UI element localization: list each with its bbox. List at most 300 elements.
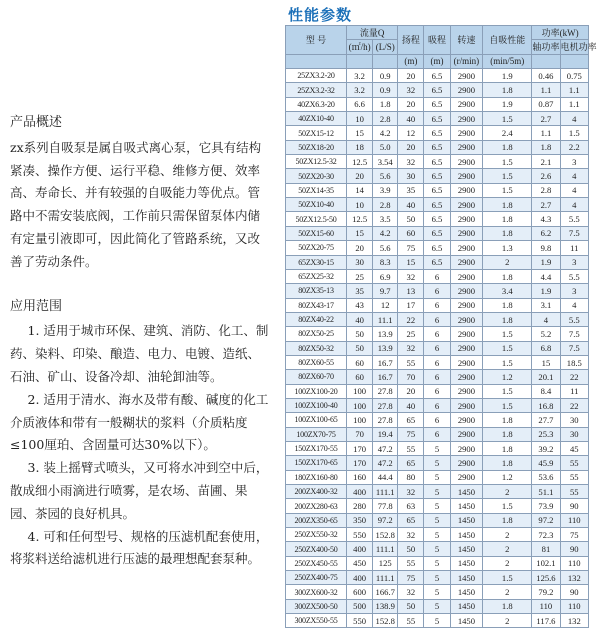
value-cell: 17 xyxy=(398,298,424,312)
value-cell: 6.5 xyxy=(424,212,450,226)
value-cell: 20 xyxy=(398,97,424,111)
value-cell: 72.3 xyxy=(532,528,560,542)
value-cell: 5 xyxy=(424,456,450,470)
model-cell: 50ZX15-60 xyxy=(286,226,347,240)
value-cell: 400 xyxy=(347,542,373,556)
overview-text: zx系列自吸泵是属自吸式离心泵，它具有结构紧凑、操作方便、运行平稳、维修方便、效率高、寿命长、并有较强的自吸能力等优点。管路中不需安装底阀，工作前只需保留泵体内储有定量引液即可，因此简化了管路系统，又改善了劳动条件。 xyxy=(10,139,262,269)
table-row xyxy=(286,556,589,570)
model-cell: 250ZX450-55 xyxy=(286,556,347,570)
value-cell: 80 xyxy=(398,470,424,484)
value-cell: 11 xyxy=(560,241,588,255)
value-cell: 110 xyxy=(560,556,588,570)
value-cell: 32 xyxy=(398,341,424,355)
value-cell: 5 xyxy=(424,441,450,455)
table-row xyxy=(286,355,589,369)
model-cell: 50ZX10-40 xyxy=(286,198,347,212)
value-cell: 5 xyxy=(424,614,450,628)
model-cell: 300ZX600-32 xyxy=(286,585,347,599)
model-cell: 40ZX6.3-20 xyxy=(286,97,347,111)
value-cell: 1.8 xyxy=(483,312,532,326)
header-motor-power: 电机功率 xyxy=(560,40,588,54)
value-cell: 1450 xyxy=(450,556,483,570)
header-speed-unit: (r/min) xyxy=(450,54,483,68)
value-cell: 1.1 xyxy=(532,126,560,140)
value-cell: 280 xyxy=(347,499,373,513)
value-cell: 4.2 xyxy=(373,226,398,240)
table-row xyxy=(286,97,589,111)
value-cell: 55 xyxy=(560,485,588,499)
value-cell: 27.8 xyxy=(373,413,398,427)
value-cell: 15 xyxy=(347,226,373,240)
value-cell: 79.2 xyxy=(532,585,560,599)
value-cell: 117.6 xyxy=(532,614,560,628)
table-row xyxy=(286,155,589,169)
value-cell: 3 xyxy=(560,284,588,298)
value-cell: 1450 xyxy=(450,542,483,556)
table-row xyxy=(286,140,589,154)
model-cell: 250ZX400-50 xyxy=(286,542,347,556)
value-cell: 70 xyxy=(398,370,424,384)
application-item: 4. 可和任何型号、规格的压滤机配套使用，将浆料送给滤机进行压滤的最理想配套泵种。 xyxy=(10,528,269,567)
value-cell: 43 xyxy=(347,298,373,312)
value-cell: 2900 xyxy=(450,255,483,269)
model-cell: 50ZX14-35 xyxy=(286,183,347,197)
value-cell: 2900 xyxy=(450,384,483,398)
value-cell: 5 xyxy=(424,542,450,556)
value-cell: 1450 xyxy=(450,499,483,513)
value-cell: 15 xyxy=(532,355,560,369)
model-cell: 200ZX400-32 xyxy=(286,485,347,499)
model-cell: 40ZX10-40 xyxy=(286,112,347,126)
value-cell: 4 xyxy=(560,298,588,312)
value-cell: 12.5 xyxy=(347,212,373,226)
value-cell: 1450 xyxy=(450,571,483,585)
value-cell: 75 xyxy=(560,528,588,542)
value-cell: 1.8 xyxy=(483,198,532,212)
value-cell: 27.8 xyxy=(373,398,398,412)
value-cell: 1.5 xyxy=(483,398,532,412)
value-cell: 6 xyxy=(424,269,450,283)
table-row xyxy=(286,126,589,140)
value-cell: 550 xyxy=(347,614,373,628)
value-cell: 6.5 xyxy=(424,226,450,240)
value-cell: 25 xyxy=(398,327,424,341)
value-cell: 55 xyxy=(398,614,424,628)
value-cell: 5 xyxy=(424,585,450,599)
value-cell: 5 xyxy=(424,556,450,570)
value-cell: 20.1 xyxy=(532,370,560,384)
application-item: 3. 装上摇臂式喷头，又可将水冲到空中后，散成细小雨滴进行喷雾，是农场、苗圃、果园、茶园的良好机具。 xyxy=(10,460,269,521)
value-cell: 1.8 xyxy=(483,413,532,427)
value-cell: 2.8 xyxy=(373,112,398,126)
table-row xyxy=(286,327,589,341)
table-row xyxy=(286,298,589,312)
model-cell: 80ZX50-32 xyxy=(286,341,347,355)
header-suction-unit: (m) xyxy=(424,54,450,68)
value-cell: 20 xyxy=(398,384,424,398)
value-cell: 22 xyxy=(560,398,588,412)
value-cell: 3.5 xyxy=(373,212,398,226)
header-units-spacer xyxy=(560,54,588,68)
model-cell: 80ZX60-70 xyxy=(286,370,347,384)
table-row xyxy=(286,169,589,183)
value-cell: 2900 xyxy=(450,97,483,111)
value-cell: 6.6 xyxy=(347,97,373,111)
value-cell: 5.5 xyxy=(560,312,588,326)
value-cell: 27.7 xyxy=(532,413,560,427)
value-cell: 6 xyxy=(424,298,450,312)
table-row xyxy=(286,312,589,326)
value-cell: 50 xyxy=(398,212,424,226)
table-row xyxy=(286,183,589,197)
table-row xyxy=(286,585,589,599)
table-row xyxy=(286,499,589,513)
value-cell: 4 xyxy=(560,198,588,212)
value-cell: 35 xyxy=(347,284,373,298)
table-row xyxy=(286,83,589,97)
value-cell: 18 xyxy=(347,140,373,154)
model-cell: 80ZX50-25 xyxy=(286,327,347,341)
model-cell: 80ZX35-13 xyxy=(286,284,347,298)
value-cell: 20 xyxy=(347,169,373,183)
table-row xyxy=(286,599,589,613)
value-cell: 60 xyxy=(347,370,373,384)
value-cell: 1.9 xyxy=(483,69,532,83)
value-cell: 55 xyxy=(398,441,424,455)
value-cell: 160 xyxy=(347,470,373,484)
value-cell: 6 xyxy=(424,413,450,427)
value-cell: 2 xyxy=(483,255,532,269)
table-row xyxy=(286,470,589,484)
value-cell: 2900 xyxy=(450,183,483,197)
value-cell: 10 xyxy=(347,198,373,212)
value-cell: 3 xyxy=(560,255,588,269)
table-row xyxy=(286,241,589,255)
value-cell: 1.5 xyxy=(483,327,532,341)
value-cell: 81 xyxy=(532,542,560,556)
value-cell: 2.7 xyxy=(532,198,560,212)
table-row xyxy=(286,69,589,83)
value-cell: 132 xyxy=(560,614,588,628)
value-cell: 1.8 xyxy=(532,140,560,154)
table-row xyxy=(286,513,589,527)
value-cell: 90 xyxy=(560,499,588,513)
description-panel xyxy=(10,112,272,571)
value-cell: 152.8 xyxy=(373,528,398,542)
value-cell: 6.5 xyxy=(424,97,450,111)
header-head: 扬程 xyxy=(398,26,424,55)
table-row xyxy=(286,226,589,240)
value-cell: 16.8 xyxy=(532,398,560,412)
overview-heading: 产品概述 xyxy=(10,115,63,130)
value-cell: 170 xyxy=(347,441,373,455)
table-row xyxy=(286,485,589,499)
model-cell: 80ZX40-22 xyxy=(286,312,347,326)
value-cell: 6.5 xyxy=(424,83,450,97)
value-cell: 2900 xyxy=(450,112,483,126)
value-cell: 600 xyxy=(347,585,373,599)
value-cell: 1450 xyxy=(450,599,483,613)
model-cell: 50ZX12.5-32 xyxy=(286,155,347,169)
value-cell: 6 xyxy=(424,370,450,384)
value-cell: 1.8 xyxy=(483,441,532,455)
value-cell: 1450 xyxy=(450,485,483,499)
value-cell: 5.0 xyxy=(373,140,398,154)
model-cell: 100ZX100-20 xyxy=(286,384,347,398)
value-cell: 1.5 xyxy=(483,384,532,398)
value-cell: 1.2 xyxy=(483,470,532,484)
header-flow: 流量Q xyxy=(347,26,398,40)
value-cell: 65 xyxy=(398,456,424,470)
value-cell: 2900 xyxy=(450,398,483,412)
value-cell: 6.2 xyxy=(532,226,560,240)
value-cell: 2 xyxy=(483,485,532,499)
table-row xyxy=(286,341,589,355)
value-cell: 5.5 xyxy=(560,269,588,283)
model-cell: 150ZX170-55 xyxy=(286,441,347,455)
value-cell: 1.8 xyxy=(483,140,532,154)
header-selfprime-unit: (min/5m) xyxy=(483,54,532,68)
model-cell: 50ZX18-20 xyxy=(286,140,347,154)
table-row xyxy=(286,198,589,212)
value-cell: 12 xyxy=(373,298,398,312)
model-cell: 250ZX550-32 xyxy=(286,528,347,542)
value-cell: 7.5 xyxy=(560,341,588,355)
value-cell: 6 xyxy=(424,327,450,341)
value-cell: 2900 xyxy=(450,355,483,369)
value-cell: 20 xyxy=(398,69,424,83)
value-cell: 32 xyxy=(398,83,424,97)
value-cell: 6.5 xyxy=(424,169,450,183)
model-cell: 50ZX20-75 xyxy=(286,241,347,255)
table-row xyxy=(286,255,589,269)
value-cell: 0.46 xyxy=(532,69,560,83)
model-cell: 65ZX25-32 xyxy=(286,269,347,283)
table-row xyxy=(286,441,589,455)
value-cell: 1.8 xyxy=(483,269,532,283)
value-cell: 11 xyxy=(560,384,588,398)
value-cell: 13 xyxy=(398,284,424,298)
value-cell: 0.9 xyxy=(373,69,398,83)
value-cell: 55 xyxy=(398,355,424,369)
value-cell: 50 xyxy=(347,327,373,341)
table-row xyxy=(286,269,589,283)
model-cell: 100ZX70-75 xyxy=(286,427,347,441)
value-cell: 75 xyxy=(398,427,424,441)
value-cell: 2900 xyxy=(450,241,483,255)
header-units-spacer xyxy=(532,54,560,68)
value-cell: 44.4 xyxy=(373,470,398,484)
value-cell: 1.5 xyxy=(483,169,532,183)
value-cell: 40 xyxy=(398,398,424,412)
value-cell: 9.7 xyxy=(373,284,398,298)
value-cell: 65 xyxy=(398,413,424,427)
model-cell: 300ZX500-50 xyxy=(286,599,347,613)
value-cell: 60 xyxy=(347,355,373,369)
value-cell: 25 xyxy=(347,269,373,283)
value-cell: 1.5 xyxy=(483,355,532,369)
value-cell: 75 xyxy=(398,241,424,255)
value-cell: 2900 xyxy=(450,427,483,441)
table-row xyxy=(286,456,589,470)
value-cell: 5.5 xyxy=(560,212,588,226)
value-cell: 19.4 xyxy=(373,427,398,441)
value-cell: 39.2 xyxy=(532,441,560,455)
value-cell: 3.4 xyxy=(483,284,532,298)
value-cell: 6.5 xyxy=(424,140,450,154)
value-cell: 1.1 xyxy=(532,83,560,97)
value-cell: 30 xyxy=(560,413,588,427)
value-cell: 32 xyxy=(398,485,424,499)
value-cell: 2900 xyxy=(450,69,483,83)
value-cell: 30 xyxy=(560,427,588,441)
model-cell: 100ZX100-40 xyxy=(286,398,347,412)
value-cell: 20 xyxy=(398,140,424,154)
value-cell: 2900 xyxy=(450,298,483,312)
value-cell: 45.9 xyxy=(532,456,560,470)
model-cell: 100ZX100-65 xyxy=(286,413,347,427)
value-cell: 90 xyxy=(560,585,588,599)
value-cell: 7.5 xyxy=(560,327,588,341)
model-cell: 200ZX350-65 xyxy=(286,513,347,527)
value-cell: 1.8 xyxy=(483,212,532,226)
table-row xyxy=(286,112,589,126)
value-cell: 138.9 xyxy=(373,599,398,613)
value-cell: 1.8 xyxy=(483,226,532,240)
value-cell: 4.4 xyxy=(532,269,560,283)
value-cell: 2900 xyxy=(450,456,483,470)
value-cell: 2.7 xyxy=(532,112,560,126)
model-cell: 150ZX170-65 xyxy=(286,456,347,470)
model-cell: 25ZX3.2-32 xyxy=(286,83,347,97)
value-cell: 27.8 xyxy=(373,384,398,398)
value-cell: 2900 xyxy=(450,341,483,355)
value-cell: 6.5 xyxy=(424,255,450,269)
value-cell: 6.9 xyxy=(373,269,398,283)
value-cell: 5.6 xyxy=(373,241,398,255)
table-row xyxy=(286,427,589,441)
value-cell: 4 xyxy=(532,312,560,326)
value-cell: 40 xyxy=(347,312,373,326)
value-cell: 13.9 xyxy=(373,341,398,355)
value-cell: 47.2 xyxy=(373,456,398,470)
value-cell: 3.2 xyxy=(347,83,373,97)
header-power: 功率(kW) xyxy=(532,26,589,40)
value-cell: 6 xyxy=(424,384,450,398)
value-cell: 97.2 xyxy=(532,513,560,527)
model-cell: 80ZX43-17 xyxy=(286,298,347,312)
value-cell: 450 xyxy=(347,556,373,570)
value-cell: 32 xyxy=(398,528,424,542)
value-cell: 6.5 xyxy=(424,241,450,255)
model-cell: 80ZX60-55 xyxy=(286,355,347,369)
table-row xyxy=(286,413,589,427)
value-cell: 2900 xyxy=(450,155,483,169)
value-cell: 550 xyxy=(347,528,373,542)
value-cell: 6.5 xyxy=(424,112,450,126)
value-cell: 32 xyxy=(398,585,424,599)
header-selfprime: 自吸性能 xyxy=(483,26,532,55)
value-cell: 2900 xyxy=(450,269,483,283)
model-cell: 65ZX30-15 xyxy=(286,255,347,269)
value-cell: 6.5 xyxy=(424,126,450,140)
value-cell: 10 xyxy=(347,112,373,126)
value-cell: 6 xyxy=(424,398,450,412)
value-cell: 14 xyxy=(347,183,373,197)
value-cell: 166.7 xyxy=(373,585,398,599)
value-cell: 2 xyxy=(483,614,532,628)
value-cell: 6 xyxy=(424,312,450,326)
application-item: 1. 适用于城市环保、建筑、消防、化工、制药、染料、印染、酿造、电力、电镀、造纸、石油、矿山、设备冷却、油轮卸油等。 xyxy=(10,323,269,384)
value-cell: 2.8 xyxy=(532,183,560,197)
header-model: 型 号 xyxy=(286,26,347,55)
application-heading: 应用范围 xyxy=(10,298,63,314)
header-speed: 转速 xyxy=(450,26,483,55)
value-cell: 90 xyxy=(560,542,588,556)
value-cell: 6 xyxy=(424,427,450,441)
value-cell: 1.8 xyxy=(483,83,532,97)
value-cell: 5 xyxy=(424,528,450,542)
value-cell: 4.3 xyxy=(532,212,560,226)
value-cell: 152.8 xyxy=(373,614,398,628)
value-cell: 13.9 xyxy=(373,327,398,341)
value-cell: 20 xyxy=(347,241,373,255)
value-cell: 125.6 xyxy=(532,571,560,585)
value-cell: 1450 xyxy=(450,528,483,542)
value-cell: 55 xyxy=(560,470,588,484)
value-cell: 1.5 xyxy=(483,112,532,126)
value-cell: 110 xyxy=(532,599,560,613)
value-cell: 16.7 xyxy=(373,355,398,369)
value-cell: 2900 xyxy=(450,370,483,384)
value-cell: 2900 xyxy=(450,413,483,427)
value-cell: 1.5 xyxy=(483,571,532,585)
value-cell: 100 xyxy=(347,413,373,427)
value-cell: 2.2 xyxy=(560,140,588,154)
value-cell: 1.8 xyxy=(483,513,532,527)
value-cell: 0.9 xyxy=(373,83,398,97)
value-cell: 111.1 xyxy=(373,571,398,585)
value-cell: 50 xyxy=(398,542,424,556)
value-cell: 40 xyxy=(398,112,424,126)
value-cell: 2900 xyxy=(450,470,483,484)
table-row xyxy=(286,528,589,542)
value-cell: 1.9 xyxy=(483,97,532,111)
value-cell: 2.8 xyxy=(373,198,398,212)
value-cell: 1.8 xyxy=(373,97,398,111)
value-cell: 0.87 xyxy=(532,97,560,111)
value-cell: 30 xyxy=(347,255,373,269)
value-cell: 6 xyxy=(424,355,450,369)
value-cell: 18.5 xyxy=(560,355,588,369)
value-cell: 2900 xyxy=(450,140,483,154)
value-cell: 8.4 xyxy=(532,384,560,398)
value-cell: 3.54 xyxy=(373,155,398,169)
value-cell: 1.5 xyxy=(483,155,532,169)
model-cell: 180ZX160-80 xyxy=(286,470,347,484)
value-cell: 12.5 xyxy=(347,155,373,169)
value-cell: 5.2 xyxy=(532,327,560,341)
value-cell: 51.1 xyxy=(532,485,560,499)
value-cell: 53.6 xyxy=(532,470,560,484)
value-cell: 1.5 xyxy=(483,341,532,355)
value-cell: 2.6 xyxy=(532,169,560,183)
value-cell: 3.2 xyxy=(347,69,373,83)
value-cell: 4.2 xyxy=(373,126,398,140)
value-cell: 1.9 xyxy=(532,284,560,298)
value-cell: 50 xyxy=(398,599,424,613)
value-cell: 2 xyxy=(483,585,532,599)
